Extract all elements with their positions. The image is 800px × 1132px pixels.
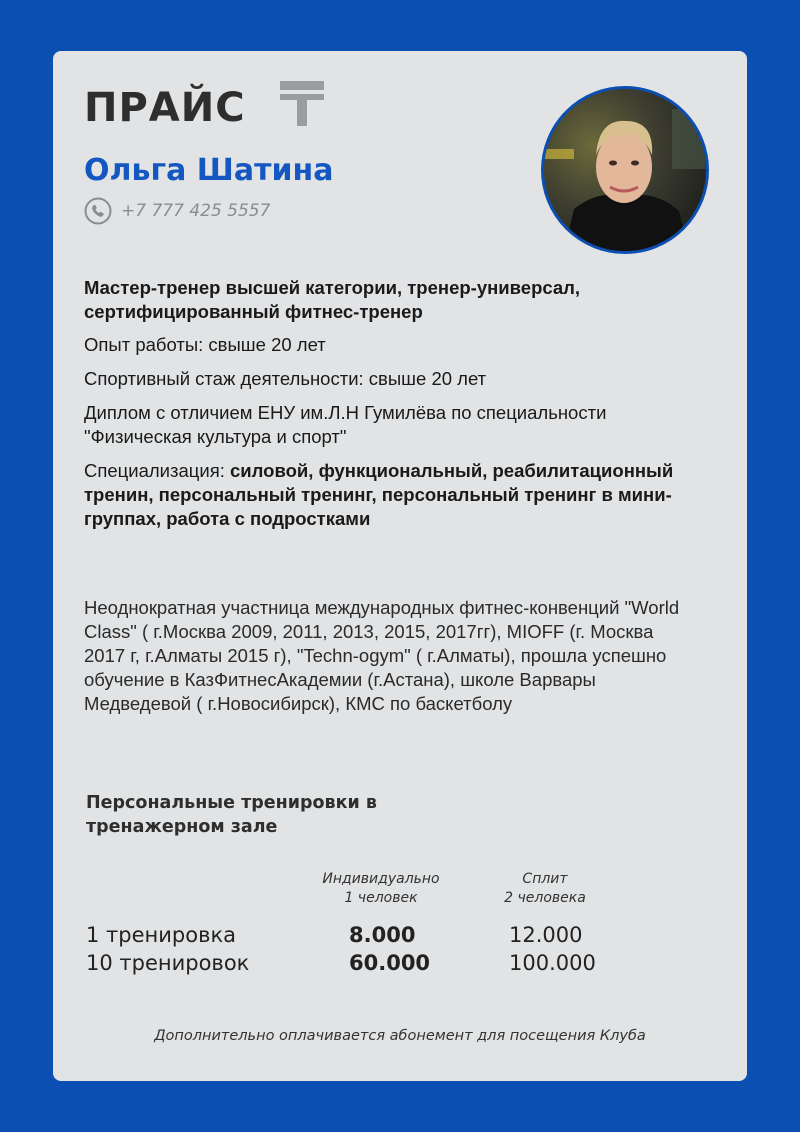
experience: Опыт работы: свыше 20 лет: [84, 334, 326, 355]
specialization-value: силовой, функциональный, реабилитационный тренин, персональный тренинг, персональный тренинг в мини-группах, работа с подростками: [84, 460, 674, 529]
price-row-label: 10 тренировок: [86, 951, 250, 975]
price-card: [53, 51, 747, 1081]
price-split: 12.000: [509, 923, 583, 947]
column-header-line: 1 человек: [344, 890, 418, 906]
price-row-label: 1 тренировка: [86, 923, 237, 947]
specialization-label: Специализация:: [84, 460, 231, 481]
column-header-individual: [303, 870, 459, 908]
achievements: Неоднократная участница международных фитнес-конвенций "World Class" ( г.Москва 2009, 2011, 2013, 2015, 2017гг), MIOFF (г. Москва 2017 г, г.Алматы 2015 г), "Techn-ogym" ( г.Алматы), прошла успешно обучение в КазФитнесАкадемии (г.Астана), школе Варвары Медведевой ( г.Новосибирск), КМС по баскетболу: [84, 597, 680, 714]
phone-row: [84, 196, 270, 226]
trainer-name: Ольга Шатина: [84, 153, 334, 188]
t-logo-icon: [280, 79, 324, 127]
price-individual: 8.000: [349, 923, 416, 947]
price-split: 100.000: [509, 951, 596, 975]
phone-number[interactable]: +7 777 425 5557: [121, 201, 271, 221]
page-title: ПРАЙС: [84, 85, 246, 131]
price-individual: 60.000: [349, 951, 431, 975]
sport-experience: Спортивный стаж деятельности: свыше 20 лет: [84, 368, 487, 389]
column-header-line: Сплит: [522, 871, 568, 887]
column-header-split: [483, 870, 607, 908]
trainer-photo: [541, 86, 709, 254]
headline: Мастер-тренер высшей категории, тренер-универсал, сертифицированный фитнес-тренер: [84, 277, 581, 322]
diploma: Диплом с отличием ЕНУ им.Л.Н Гумилёва по специальности "Физическая культура и спорт": [84, 402, 607, 447]
column-header-line: 2 человека: [504, 890, 586, 906]
pricing-section-title: Персональные тренировки в тренажерном зале: [86, 793, 377, 837]
specialization: [84, 459, 694, 531]
column-header-line: Индивидуально: [322, 871, 440, 887]
footnote: Дополнительно оплачивается абонемент для посещения Клуба: [154, 1028, 646, 1044]
phone-icon: [84, 197, 112, 225]
